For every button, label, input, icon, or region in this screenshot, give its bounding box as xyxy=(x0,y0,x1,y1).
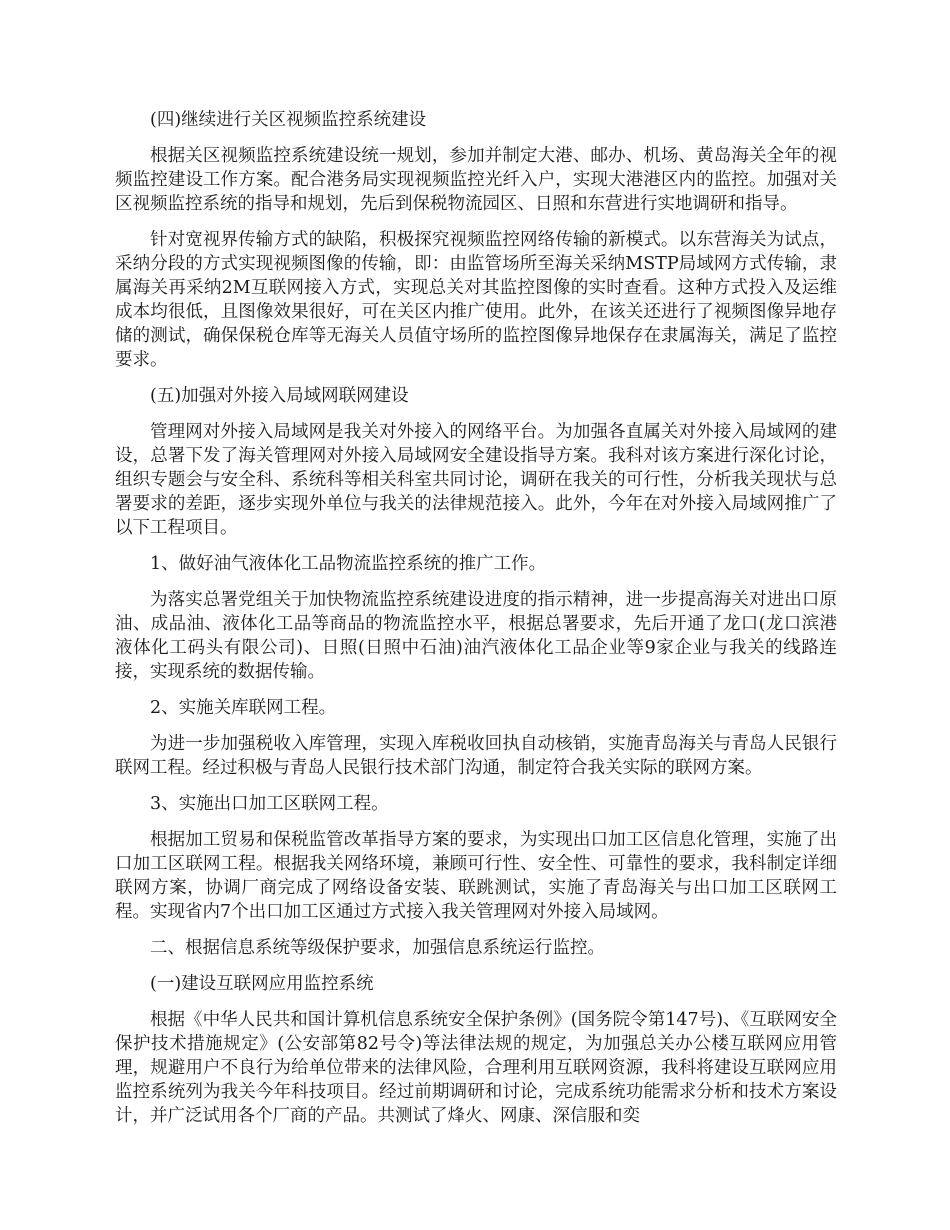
list-heading-1: 1、做好油气液体化工品物流监控系统的推广工作。 xyxy=(150,554,547,574)
list-heading-3: 3、实施出口加工区联网工程。 xyxy=(150,794,389,814)
section-heading-1: (一)建设互联网应用监控系统 xyxy=(150,974,374,994)
section-heading-5: (五)加强对外接入局域网联网建设 xyxy=(150,386,409,406)
chapter-heading-2: 二、根据信息系统等级保护要求，加强信息系统运行监控。 xyxy=(150,938,605,958)
paragraph: 根据《中华人民共和国计算机信息系统安全保护条例》(国务院令第147号)、《互联网安全保护技术措施规定》(公安部第82号令)等法律法规的规定，为加强总关办公楼互联网应用管理，规避用户不良行为给单位带来的法律风险，合理利用互联网资源，我科将建设互联网应用监控系统列为我关今年科技项目。经过前期调研和讨论，完成系统功能需求分析和技术方案设计，并广泛试用各个厂商的产品。共测试了烽火、网康、深信服和奕 xyxy=(115,1010,837,1126)
paragraph: 为进一步加强税收入库管理，实现入库税收回执自动核销，实施青岛海关与青岛人民银行联网工程。经过积极与青岛人民银行技术部门沟通，制定符合我关实际的联网方案。 xyxy=(115,734,837,778)
section-heading-4: (四)继续进行关区视频监控系统建设 xyxy=(150,110,427,130)
list-heading-2: 2、实施关库联网工程。 xyxy=(150,698,337,718)
paragraph: 根据加工贸易和保税监管改革指导方案的要求，为实现出口加工区信息化管理，实施了出口加工区联网工程。根据我关网络环境，兼顾可行性、安全性、可靠性的要求，我科制定详细联网方案，协调厂商完成了网络设备安装、联跳测试，实施了青岛海关与出口加工区联网工程。实现省内7个出口加工区通过方式接入我关管理网对外接入局域网。 xyxy=(115,830,837,922)
paragraph: 为落实总署党组关于加快物流监控系统建设进度的指示精神，进一步提高海关对进出口原油、成品油、液体化工品等商品的物流监控水平，根据总署要求，先后开通了龙口(龙口滨港液体化工码头有限公司)、日照(日照中石油)油汽液体化工品企业等9家企业与我关的线路连接，实现系统的数据传输。 xyxy=(115,590,837,682)
paragraph: 针对宽视界传输方式的缺陷，积极探究视频监控网络传输的新模式。以东营海关为试点，采纳分段的方式实现视频图像的传输，即：由监管场所至海关采纳MSTP局域网方式传输，隶属海关再采纳2M互联网接入方式，实现总关对其监控图像的实时查看。这种方式投入及运维成本均很低，且图像效果很好，可在关区内推广使用。此外，在该关还进行了视频图像异地存储的测试，确保保税仓库等无海关人员值守场所的监控图像异地保存在隶属海关，满足了监控要求。 xyxy=(115,230,837,370)
paragraph: 根据关区视频监控系统建设统一规划，参加并制定大港、邮办、机场、黄岛海关全年的视频监控建设工作方案。配合港务局实现视频监控光纤入户，实现大港港区内的监控。加强对关区视频监控系统的指导和规划，先后到保税物流园区、日照和东营进行实地调研和指导。 xyxy=(115,146,837,214)
paragraph: 管理网对外接入局域网是我关对外接入的网络平台。为加强各直属关对外接入局域网的建设，总署下发了海关管理网对外接入局域网安全建设指导方案。我科对该方案进行深化讨论，组织专题会与安全科、系统科等相关科室共同讨论，调研在我关的可行性，分析我关现状与总署要求的差距，逐步实现外单位与我关的法律规范接入。此外，今年在对外接入局域网推广了以下工程项目。 xyxy=(115,422,837,538)
document-body xyxy=(115,108,837,1140)
